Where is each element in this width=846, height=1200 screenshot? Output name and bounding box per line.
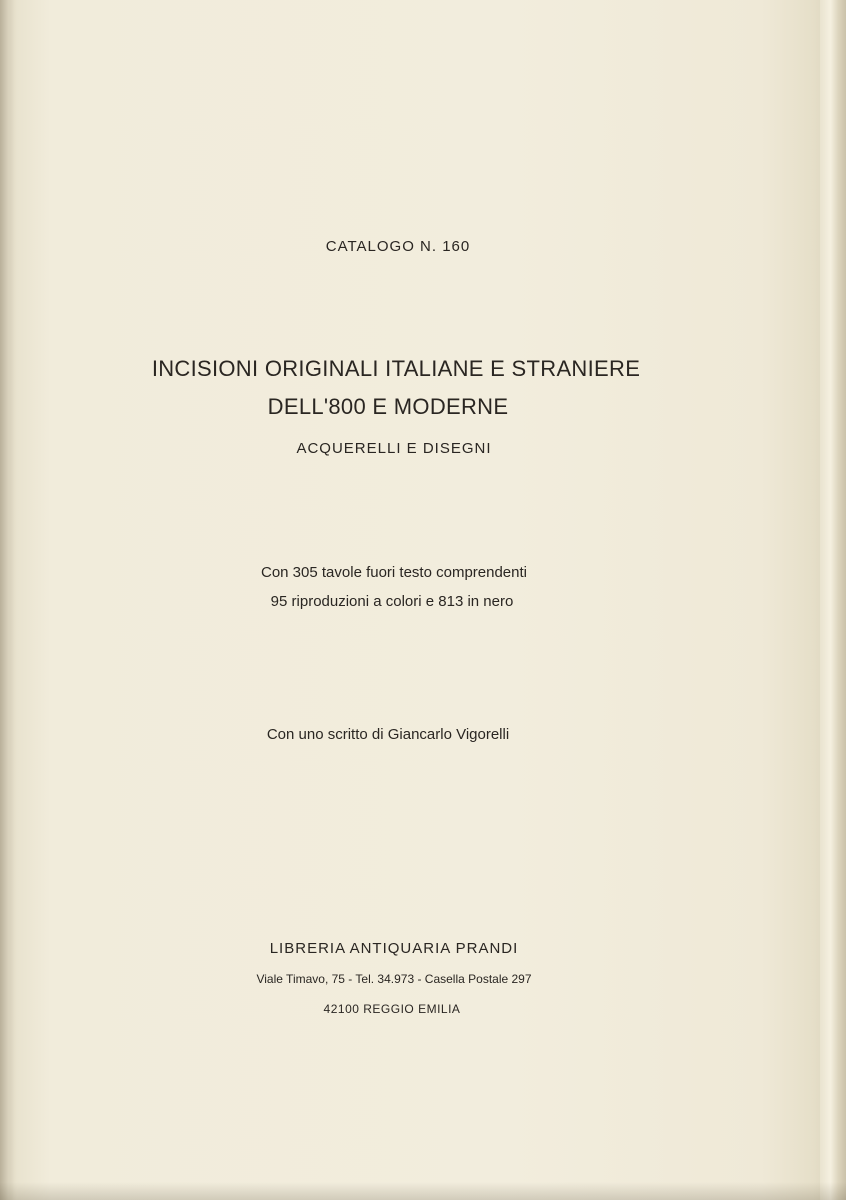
page-edge xyxy=(820,0,846,1200)
catalog-number: CATALOGO N. 160 xyxy=(325,238,471,255)
plates-line-1: Con 305 tavole fuori testo comprendenti xyxy=(261,564,527,581)
publisher-name: LIBRERIA ANTIQUARIA PRANDI xyxy=(269,940,519,957)
plates-line-2: 95 riproduzioni a colori e 813 in nero xyxy=(270,593,514,610)
title-line-1: INCISIONI ORIGINALI ITALIANE E STRANIERE xyxy=(151,356,641,381)
writer-line: Con uno scritto di Giancarlo Vigorelli xyxy=(266,726,510,743)
publisher-address: Viale Timavo, 75 - Tel. 34.973 - Casella Postale 297 xyxy=(256,972,532,986)
page-bottom-shadow xyxy=(0,1182,846,1200)
publisher-city: 42100 REGGIO EMILIA xyxy=(323,1002,461,1016)
title-line-2: DELL'800 E MODERNE xyxy=(267,394,509,419)
subtitle: ACQUERELLI E DISEGNI xyxy=(296,440,492,457)
